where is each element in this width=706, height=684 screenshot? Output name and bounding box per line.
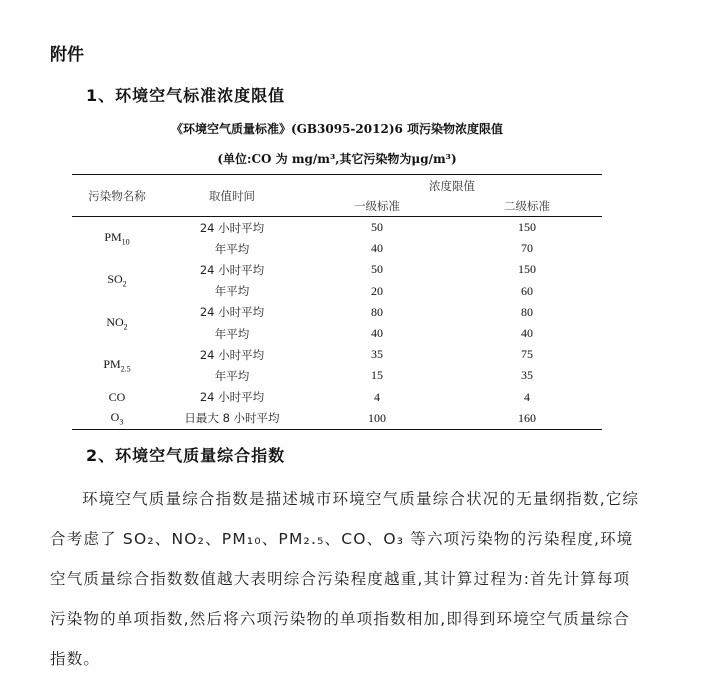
pollutant-subscript: 2: [122, 279, 127, 289]
pollutant-subscript: 2.5: [120, 364, 131, 374]
table-unit-note: (单位:CO 为 mg/m³,其它污染物为μg/m³): [217, 152, 457, 166]
averaging-period: 24 小时平均: [199, 347, 265, 362]
table-header: [72, 175, 602, 217]
averaging-period: 24 小时平均: [199, 262, 265, 277]
pollutant-symbol: CO: [108, 389, 126, 404]
section2-heading: 2、环境空气质量综合指数: [86, 446, 286, 465]
pollutant-name: [72, 302, 162, 344]
grade2-limit: 80: [521, 304, 533, 319]
grade2-limit: 75: [521, 347, 533, 362]
grade1-limit: 50: [371, 262, 383, 277]
table-row: [72, 302, 602, 323]
table-row: [72, 259, 602, 280]
header-grade2: 二级标准: [452, 196, 602, 217]
pollutant-symbol: PM: [103, 357, 121, 372]
grade1-limit: 35: [371, 347, 383, 362]
table-title: 《环境空气质量标准》(GB3095-2012)6 项污染物浓度限值: [170, 122, 504, 136]
annex-title: 附件: [50, 45, 84, 65]
pollutant-name: [72, 344, 162, 386]
grade2-limit: 150: [518, 220, 536, 235]
pollutant-name: [72, 387, 162, 408]
pollutant-subscript: 2: [123, 322, 128, 332]
grade1-limit: 40: [371, 241, 383, 256]
grade1-limit: 50: [371, 220, 383, 235]
grade1-limit: 4: [374, 389, 380, 404]
grade1-limit: 100: [368, 410, 386, 425]
grade2-limit: 70: [521, 241, 533, 256]
pollutant-limit-table: [72, 174, 602, 430]
grade2-limit: 160: [518, 410, 536, 425]
table-row: [72, 217, 602, 239]
pollutant-symbol: NO: [106, 314, 124, 329]
pollutant-name: [72, 259, 162, 301]
grade1-limit: 80: [371, 304, 383, 319]
pollutant-name: [72, 217, 162, 260]
grade2-limit: 150: [518, 262, 536, 277]
table-body: [72, 217, 602, 430]
averaging-period: 年平均: [214, 241, 250, 256]
grade2-limit: 4: [524, 389, 530, 404]
header-limit: 浓度限值: [429, 178, 475, 193]
section1-heading: 1、环境空气标准浓度限值: [86, 86, 286, 105]
grade2-limit: 40: [521, 326, 533, 341]
table-row: [72, 387, 602, 408]
grade1-limit: 40: [371, 326, 383, 341]
averaging-period: 24 小时平均: [199, 390, 265, 405]
header-period: 取值时间: [162, 175, 302, 217]
grade2-limit: 60: [521, 283, 533, 298]
averaging-period: 年平均: [214, 326, 250, 341]
table-row: [72, 344, 602, 365]
averaging-period: 日最大 8 小时平均: [184, 411, 280, 426]
table-row: [72, 408, 602, 430]
pollutant-subscript: 3: [119, 417, 124, 427]
averaging-period: 24 小时平均: [199, 305, 265, 320]
averaging-period: 年平均: [214, 368, 250, 383]
section2-paragraph: 环境空气质量综合指数是描述城市环境空气质量综合状况的无量纲指数,它综合考虑了 SO₂、NO₂、PM₁₀、PM₂.₅、CO、O₃ 等六项污染物的污染程度,环境空气质量综合指数数值越大表明综合污染程度越重,其计算过程为:首先计算每项污染物的单项指数,然后将六项污染物的单项指数相加,即得到环境空气质量综合指数。: [50, 490, 640, 668]
pollutant-symbol: O: [110, 410, 120, 425]
header-grade1: 一级标准: [302, 196, 452, 217]
grade1-limit: 15: [371, 368, 383, 383]
pollutant-subscript: 10: [121, 237, 130, 247]
header-pollutant: 污染物名称: [72, 175, 162, 217]
grade1-limit: 20: [371, 283, 383, 298]
averaging-period: 年平均: [214, 284, 250, 299]
averaging-period: 24 小时平均: [199, 220, 265, 235]
pollutant-name: [72, 408, 162, 430]
grade2-limit: 35: [521, 368, 533, 383]
pollutant-symbol: PM: [104, 229, 122, 244]
pollutant-symbol: SO: [107, 272, 123, 287]
